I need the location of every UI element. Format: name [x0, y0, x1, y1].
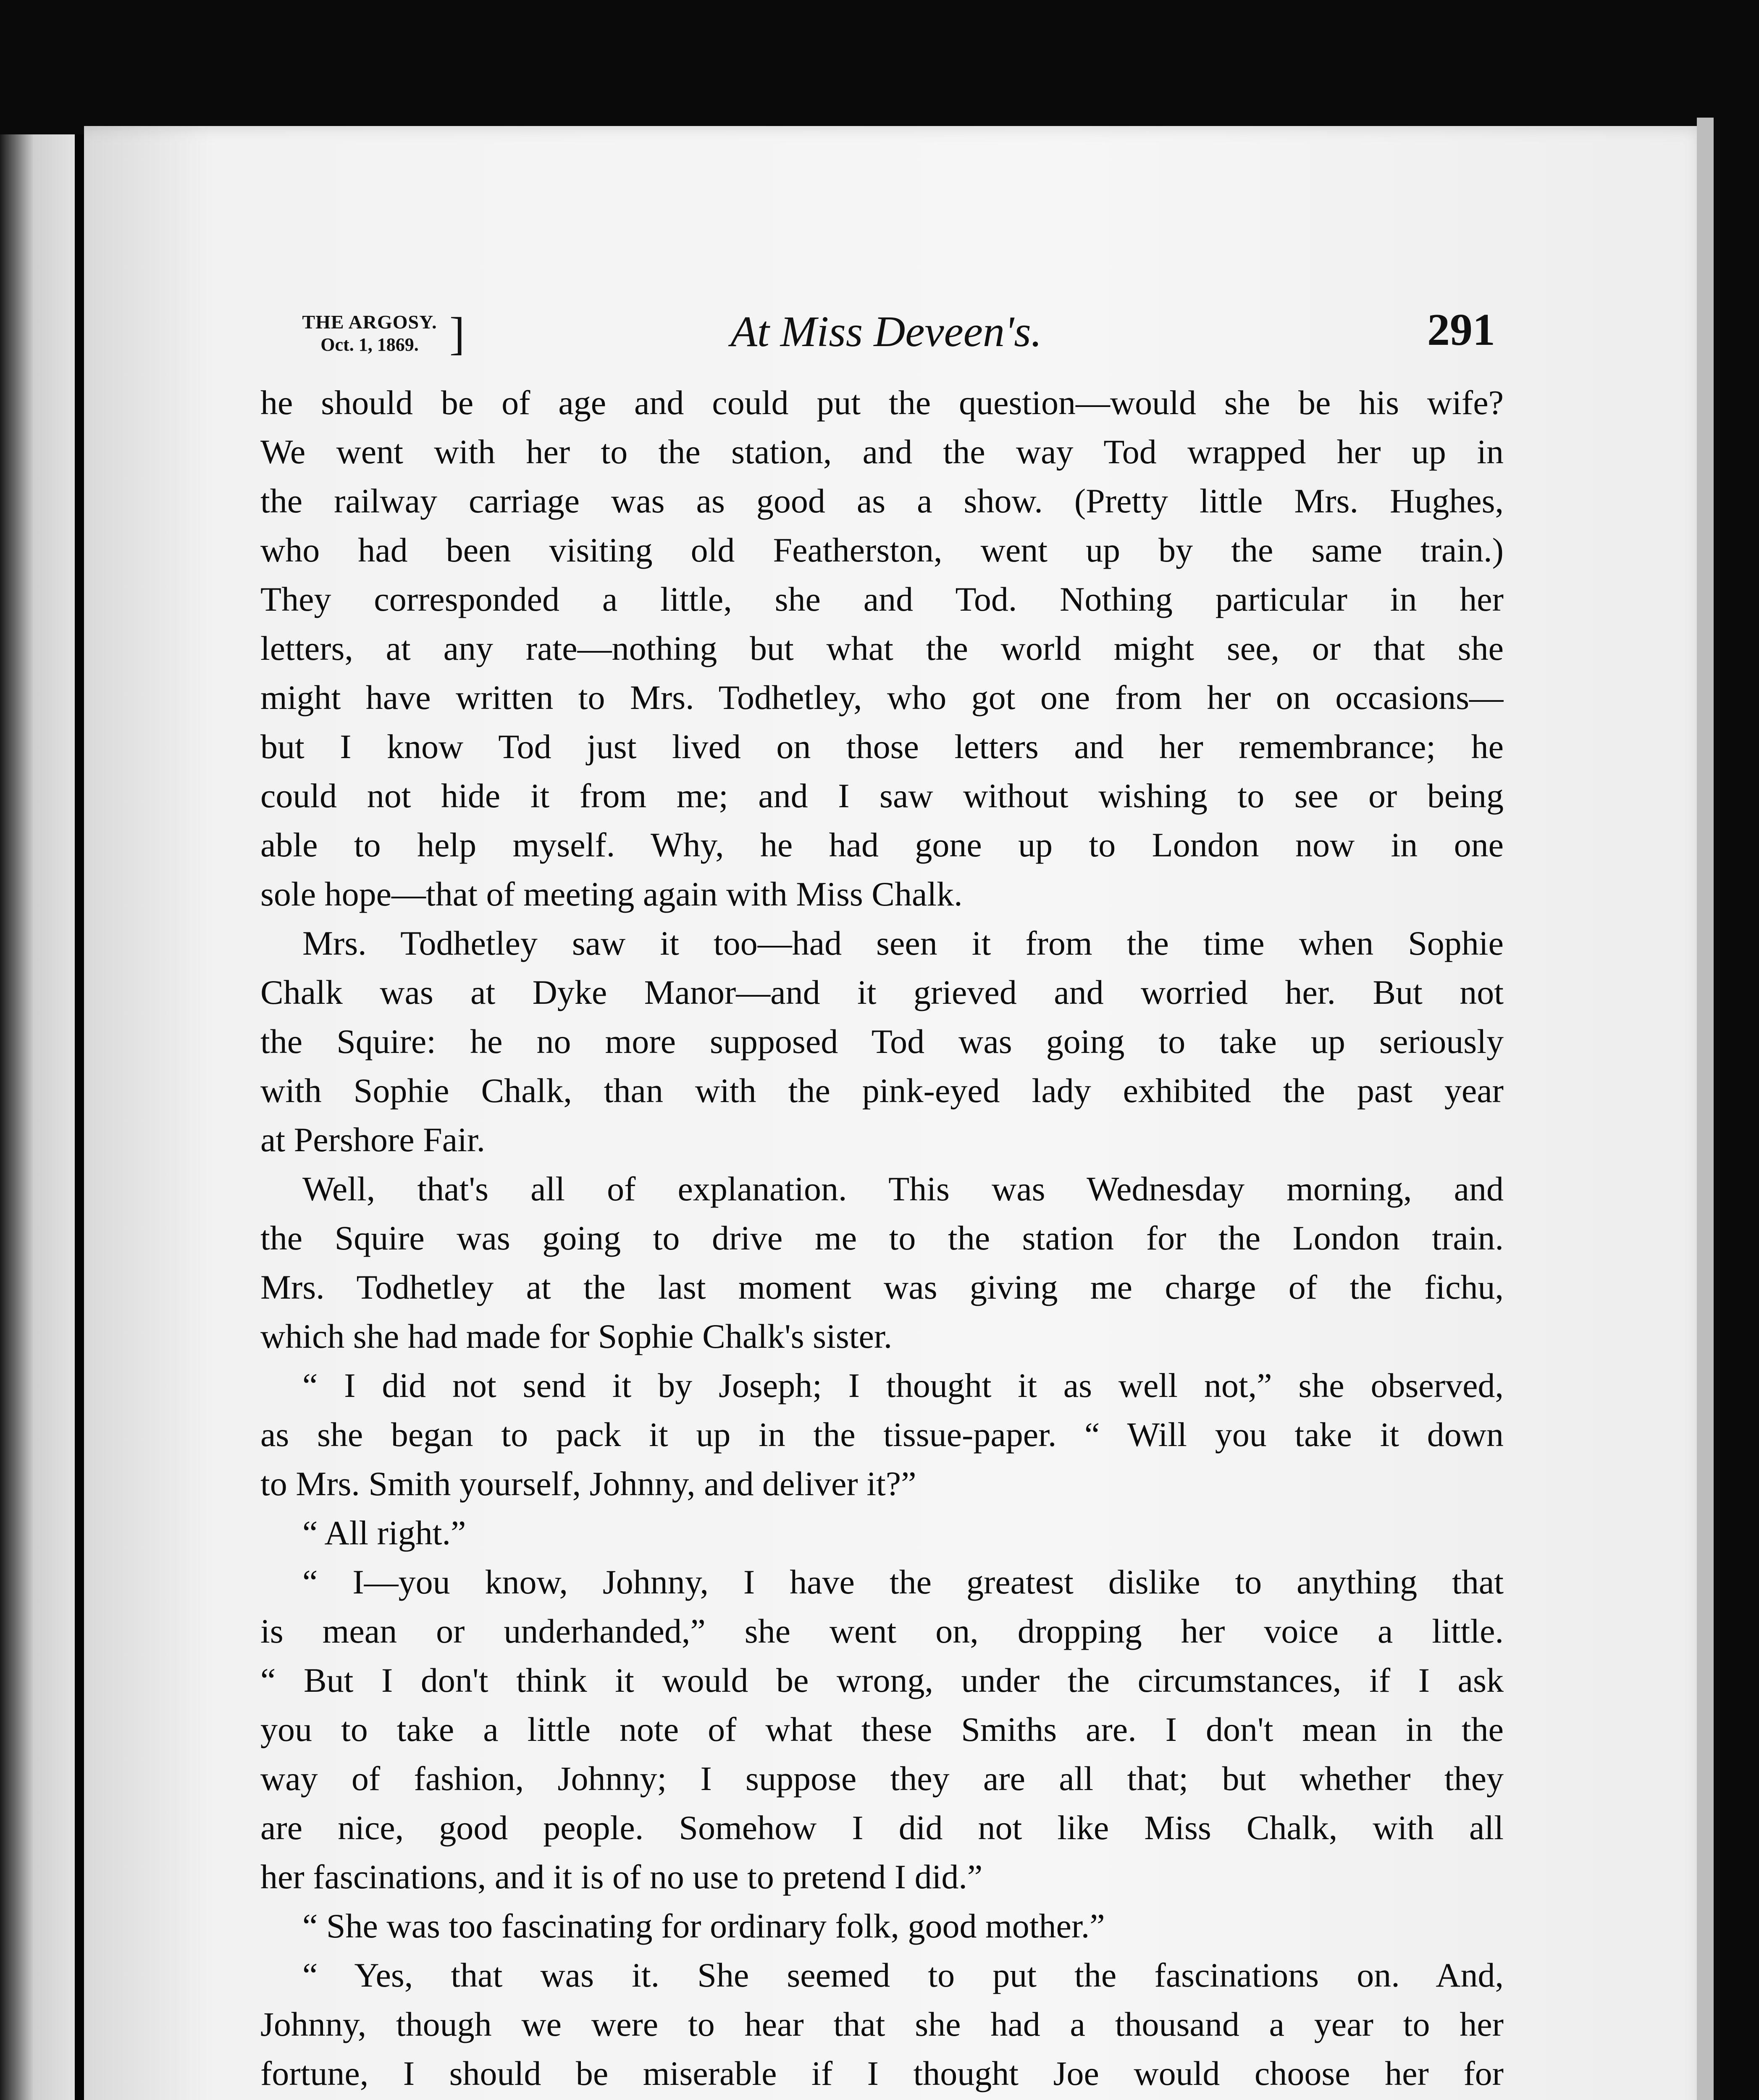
text-line: Chalk was at Dyke Manor—and it grieved and worried her. But not	[260, 973, 1504, 1011]
text-line: at Pershore Fair.	[260, 1121, 486, 1159]
body-text	[260, 378, 1504, 2100]
text-line: is mean or underhanded,” she went on, dropping her voice a little.	[260, 1612, 1504, 1650]
text-line: “ But I don't think it would be wrong, under the circumstances, if I ask	[260, 1661, 1504, 1699]
text-line: Mrs. Todhetley saw it too—had seen it from the time when Sophie	[302, 924, 1504, 962]
running-title: At Miss Deveen's.	[730, 307, 1042, 356]
text-line: might have written to Mrs. Todhetley, who got one from her on occasions—	[260, 678, 1504, 717]
text-line: as she began to pack it up in the tissue-paper. “ Will you take it down	[260, 1415, 1504, 1454]
publication-date: Oct. 1, 1869.	[320, 334, 419, 355]
text-line: to Mrs. Smith yourself, Johnny, and deliver it?”	[260, 1465, 916, 1503]
text-line	[260, 2098, 1504, 2100]
text-line: you to take a little note of what these Smiths are. I don't mean in the	[260, 1710, 1504, 1748]
facing-page-edge	[0, 134, 84, 2100]
text-line: Mrs. Todhetley at the last moment was giving me charge of the fichu,	[260, 1268, 1504, 1306]
text-line: the Squire: he no more supposed Tod was going to take up seriously	[260, 1022, 1504, 1060]
text-line: who had been visiting old Featherston, went up by the same train.)	[260, 531, 1504, 569]
text-line: letters, at any rate—nothing but what the world might see, or that she	[260, 629, 1504, 667]
text-line: “ I did not send it by Joseph; I thought it as well not,” she observed,	[302, 1366, 1504, 1404]
text-line: the Squire was going to drive me to the station for the London train.	[260, 1219, 1504, 1257]
running-head	[277, 302, 1495, 361]
text-line: but I know Tod just lived on those letters and her remembrance; he	[260, 727, 1504, 766]
text-line: “ Yes, that was it. She seemed to put the fascinations on. And,	[302, 1956, 1504, 1994]
text-line: he should be of age and could put the question—would she be his wife?	[260, 383, 1504, 422]
publication-name: THE ARGOSY.	[302, 311, 437, 333]
text-line: her fascinations, and it is of no use to pretend I did.”	[260, 1858, 983, 1896]
text-line: sole hope—that of meeting again with Miss Chalk.	[260, 875, 963, 913]
text-line: “ I—you know, Johnny, I have the greatest dislike to anything that	[302, 1563, 1504, 1601]
text-line: Johnny, though we were to hear that she had a thousand a year to her	[260, 2005, 1504, 2043]
page-number: 291	[1427, 305, 1495, 355]
text-line: which she had made for Sophie Chalk's sister.	[260, 1317, 893, 1355]
text-line: fortune, I should be miserable if I thought Joe would choose her for	[260, 2054, 1504, 2092]
text-line: “ She was too fascinating for ordinary folk, good mother.”	[302, 1907, 1105, 1945]
text-line: “ All right.”	[302, 1514, 466, 1552]
text-line: are nice, good people. Somehow I did not like Miss Chalk, with all	[260, 1809, 1504, 1847]
text-line: the railway carriage was as good as a show. (Pretty little Mrs. Hughes,	[260, 482, 1504, 520]
text-line: able to help myself. Why, he had gone up to London now in one	[260, 826, 1504, 864]
text-line: with Sophie Chalk, than with the pink-eyed lady exhibited the past year	[260, 1071, 1504, 1110]
text-line: could not hide it from me; and I saw without wishing to see or being	[260, 777, 1504, 815]
page-right-edge	[1697, 118, 1714, 2100]
text-line: Well, that's all of explanation. This was Wednesday morning, and	[302, 1170, 1504, 1208]
text-line: We went with her to the station, and the way Tod wrapped her up in	[260, 433, 1504, 471]
text-line: They corresponded a little, she and Tod. Nothing particular in her	[260, 580, 1504, 618]
text-line: way of fashion, Johnny; I suppose they are all that; but whether they	[260, 1759, 1504, 1798]
running-head-bracket: ]	[449, 308, 465, 359]
